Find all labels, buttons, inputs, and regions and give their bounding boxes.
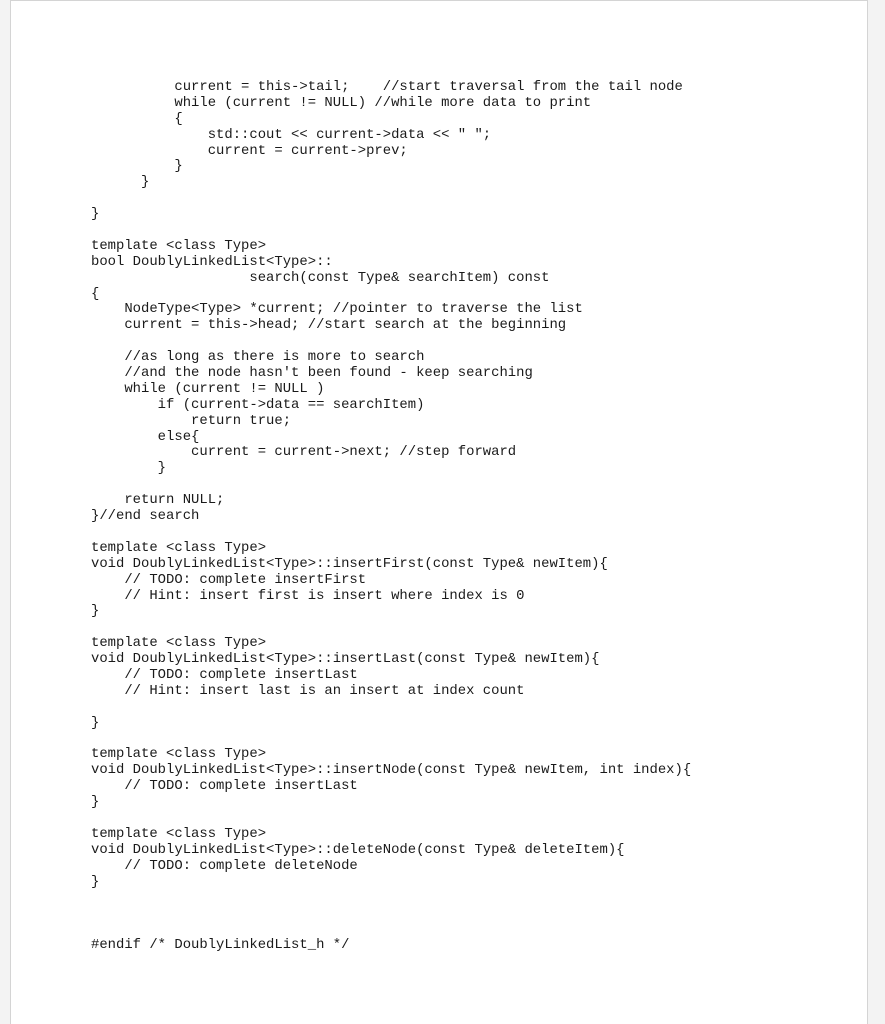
code-line: current = current->prev; [91,142,408,159]
code-line [91,620,691,636]
code-line [91,477,691,493]
code-line: current = this->head; //start search at the beginning [91,317,567,334]
code-line: current = this->tail; //start traversal from the tail node [91,79,683,95]
code-line [91,906,691,922]
code-line: void DoublyLinkedList<Type>::insertLast(const Type& newItem){ [91,651,600,668]
code-line [91,525,691,541]
code-block [91,80,691,954]
code-line [91,223,691,239]
code-line: std::cout << current->data << " "; [91,126,492,143]
code-line: void DoublyLinkedList<Type>::insertFirst(const Type& newItem){ [91,555,608,572]
code-line: } [91,158,183,175]
code-line: template <class Type> [91,746,267,763]
code-line: return true; [91,412,292,429]
code-line [91,732,691,748]
code-line: if (current->data == searchItem) [91,396,425,413]
code-line: while (current != NULL) //while more data to print [91,94,592,111]
document-page [10,0,868,1024]
code-line: search(const Type& searchItem) const [91,269,550,286]
code-line: } [91,794,100,811]
code-line [91,890,691,906]
code-line: } [91,873,100,890]
code-line: void DoublyLinkedList<Type>::deleteNode(const Type& deleteItem){ [91,841,625,858]
code-line: void DoublyLinkedList<Type>::insertNode(const Type& newItem, int index){ [91,762,692,779]
code-line: return NULL; [91,492,225,509]
code-line: //and the node hasn't been found - keep searching [91,365,533,382]
code-line [91,191,691,207]
code-line: // TODO: complete insertLast [91,666,358,683]
code-line: }//end search [91,508,200,525]
code-line: } [91,603,100,620]
code-line [91,700,691,716]
code-line: template <class Type> [91,539,267,556]
code-line: template <class Type> [91,635,267,652]
code-line: // Hint: insert first is insert where index is 0 [91,587,525,604]
code-line: } [91,174,150,191]
code-line [91,922,691,938]
code-line: while (current != NULL ) [91,380,325,397]
code-line: { [91,110,183,127]
code-line: // TODO: complete insertFirst [91,571,367,588]
code-line: // Hint: insert last is an insert at index count [91,682,525,699]
code-line: template <class Type> [91,825,267,842]
code-line: } [91,714,100,731]
code-line: bool DoublyLinkedList<Type>:: [91,253,333,270]
code-line [91,334,691,350]
code-line: template <class Type> [91,237,267,254]
code-line: current = current->next; //step forward [91,444,517,461]
code-line: } [91,206,100,223]
code-line: else{ [91,428,200,445]
code-line: NodeType<Type> *current; //pointer to traverse the list [91,301,583,318]
code-line [91,811,691,827]
code-line: //as long as there is more to search [91,349,425,366]
code-line: // TODO: complete insertLast [91,778,358,795]
code-line: } [91,460,167,477]
code-line: { [91,285,100,302]
code-line: #endif /* DoublyLinkedList_h */ [91,937,350,954]
code-line: // TODO: complete deleteNode [91,857,358,874]
